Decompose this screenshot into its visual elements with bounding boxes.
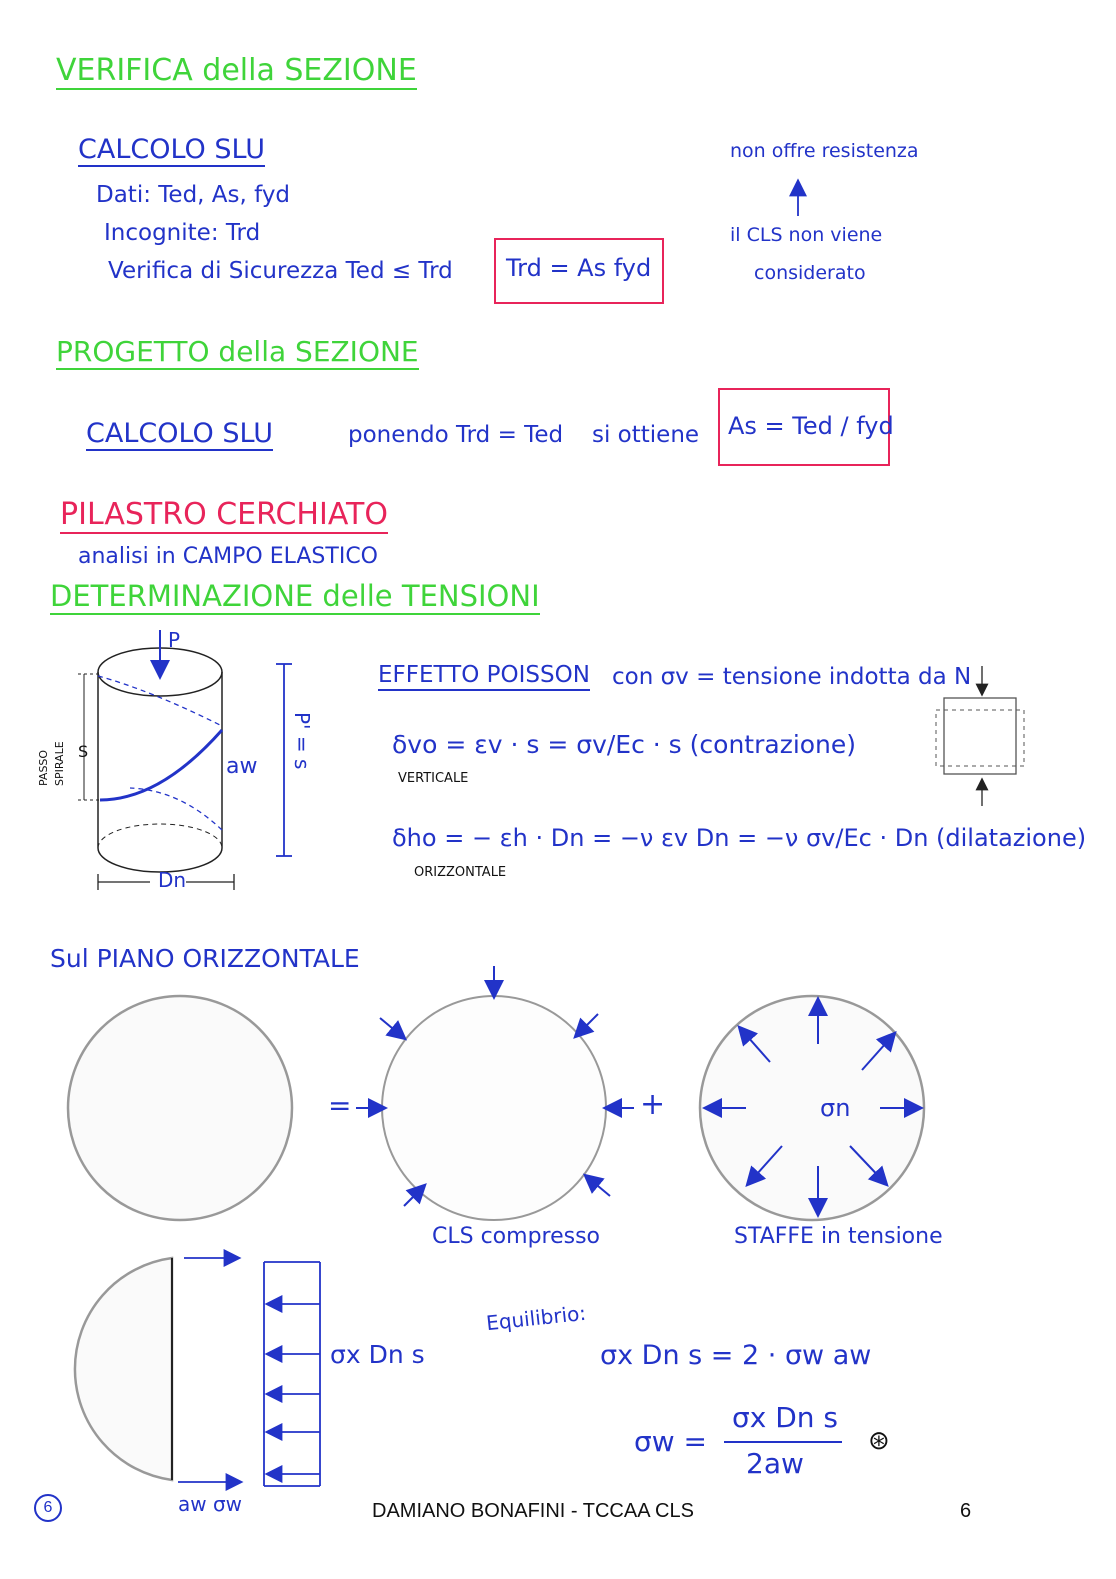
si-ottiene: si ottiene [592, 422, 700, 448]
page-circle-badge: 6 [34, 1494, 62, 1522]
star-icon: ⊛ [868, 1426, 890, 1456]
label-sigma-n: σn [820, 1094, 851, 1122]
eq-sigma-w-num: σx Dn s [732, 1401, 839, 1434]
eq-equilibrio: σx Dn s = 2 · σw aw [600, 1340, 872, 1371]
incognite-line: Incognite: Trd [104, 220, 261, 246]
column-drawing [78, 630, 292, 890]
dati-line: Dati: Ted, As, fyd [96, 182, 291, 208]
title-verifica: VERIFICA della SEZIONE [56, 53, 417, 88]
formula-as: As = Ted / fyd [728, 412, 894, 440]
footer-page-number: 6 [960, 1500, 972, 1522]
label-staffe: STAFFE in tensione [734, 1224, 943, 1249]
ponendo-line: ponendo Trd = Ted [348, 422, 564, 448]
label-passo: PASSO [37, 749, 50, 786]
label-sigma-load: σx Dn s [330, 1340, 425, 1369]
poisson-con: con σv = tensione indotta da N [612, 664, 972, 690]
title-progetto: PROGETTO della SEZIONE [56, 335, 419, 368]
calcolo-slu-1: CALCOLO SLU [78, 134, 265, 165]
title-determinazione: DETERMINAZIONE delle TENSIONI [50, 579, 540, 613]
note-considerato: considerato [754, 262, 866, 284]
equals-sign: = [328, 1089, 352, 1122]
label-side: P' = s [290, 712, 314, 770]
label-spirale: SPIRALE [53, 741, 66, 786]
circle-compressed [356, 966, 634, 1220]
poisson-eq1: δvo = εv · s = σv/Ec · s (contrazione) [392, 730, 857, 759]
half-circle [75, 1258, 240, 1482]
formula-trd: Trd = As fyd [506, 254, 652, 282]
label-Dn: Dn [158, 868, 187, 892]
label-aw: aw [226, 754, 258, 779]
label-P: P [168, 628, 181, 652]
verifica-line: Verifica di Sicurezza Ted ≤ Trd [108, 258, 453, 284]
eq-sigma-w-den: 2aw [746, 1447, 804, 1480]
label-aw-sigma: aw σw [178, 1492, 243, 1516]
poisson-eq2: δho = − εh · Dn = −ν εv Dn = −ν σv/Ec · Dn (dilatazione) [392, 824, 1087, 852]
effetto-poisson: EFFETTO POISSON [378, 664, 590, 691]
circle-total [68, 996, 292, 1220]
title-pilastro: PILASTRO CERCHIATO [60, 497, 388, 532]
load-diagram [264, 1262, 320, 1486]
note-resistenza: non offre resistenza [730, 140, 919, 162]
label-orizzontale: ORIZZONTALE [414, 865, 507, 880]
subtitle-elastico: analisi in CAMPO ELASTICO [78, 544, 378, 569]
eq-sigma-w-lhs: σw = [634, 1425, 708, 1458]
title-piano: Sul PIANO ORIZZONTALE [50, 944, 360, 973]
calcolo-slu-2: CALCOLO SLU [86, 418, 273, 449]
footer-author: DAMIANO BONAFINI - TCCAA CLS [372, 1500, 694, 1522]
label-s: S [78, 742, 89, 761]
label-verticale: VERTICALE [398, 771, 469, 786]
label-cls-compresso: CLS compresso [432, 1224, 601, 1249]
plus-sign: + [640, 1087, 666, 1122]
label-equilibrio: Equilibrio: [485, 1300, 588, 1336]
note-cls: il CLS non viene [730, 224, 883, 246]
circle-tension [700, 996, 924, 1220]
